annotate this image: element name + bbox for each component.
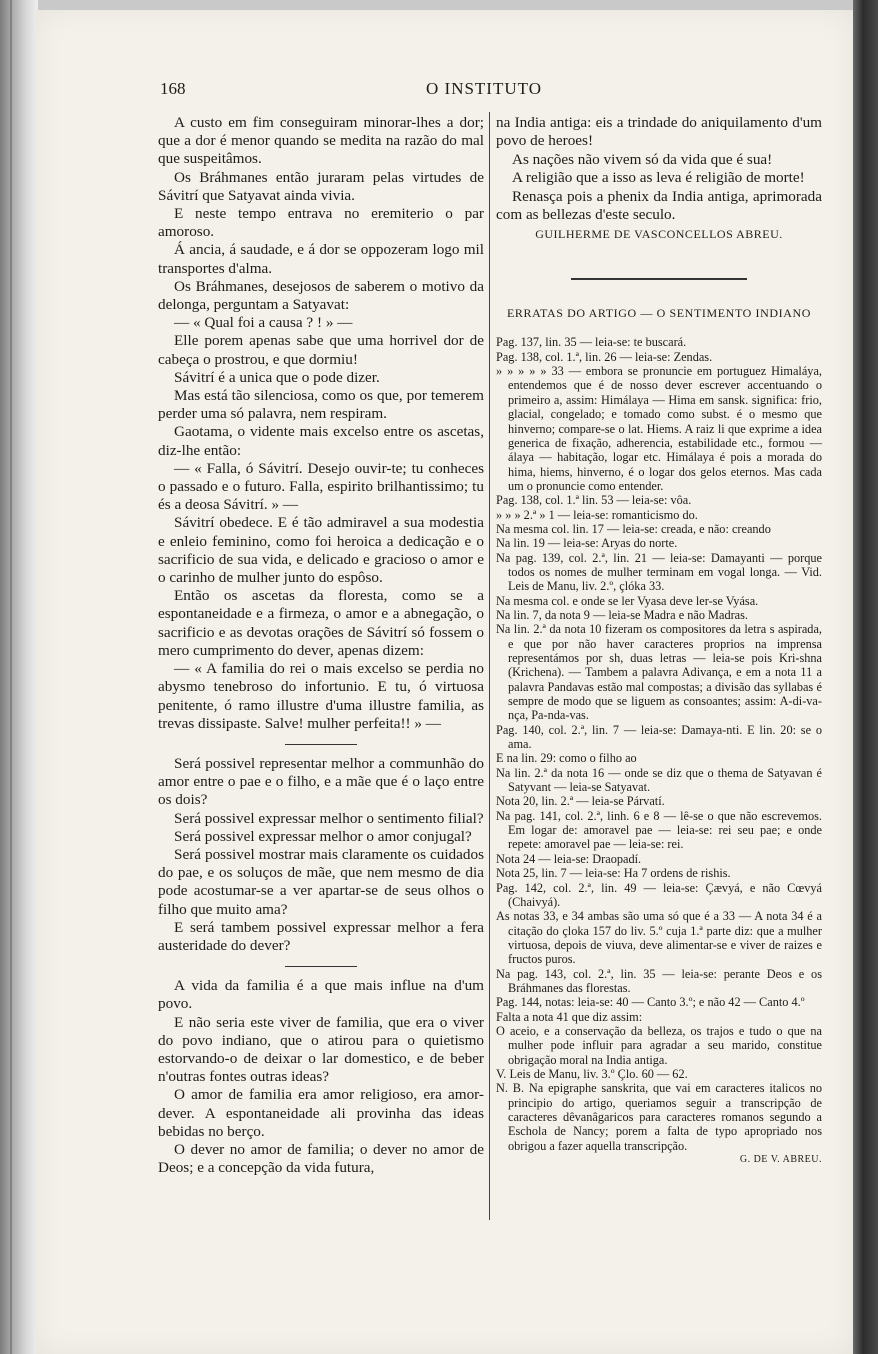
errata-heading: ERRATAS DO ARTIGO — O SENTIMENTO INDIANO — [506, 306, 812, 321]
paragraph: E será tambem possivel expressar melhor a fera austeridade do dever? — [158, 918, 484, 954]
paragraph: Será possivel expressar melhor o sentimento filial? — [174, 809, 484, 827]
paragraph: Sávitrí é a unica que o pode dizer. — [174, 368, 380, 386]
paragraph: Os Bráhmanes, desejosos de saberem o motivo da delonga, perguntam a Satyavat: — [158, 277, 484, 314]
note-41-reference: V. Leis de Manu, liv. 3.º Çlo. 60 — 62. — [496, 1066, 688, 1081]
paragraph: A custo em fim conseguiram minorar-lhes a dor; que a dor é menor quando se medita na razão do mal que suspeitâmos. — [158, 114, 484, 168]
page-number: 168 — [160, 79, 186, 98]
errata-entry: As notas 33, e 34 ambas são uma só que é a 33 — A nota 34 é a citação do çloka 157 do liv. 5.º cuja 1.ª parte diz: que a mulher virtuosa, depois de viuva, deve alimentar-se e viver de raizes e fructos puros. — [496, 909, 822, 967]
paragraph: O dever no amor de familia; o dever no amor de Deos; e a concepção da vida futura, — [158, 1140, 484, 1177]
nota-bene: N. B. Na epigraphe sanskrita, que vai em caracteres italicos no principio do artigo, queriamos seguir a transcripção de caracteres dêvanâgaricos para caracteres romanos segundo a Eschola de Nancy; porem a falta de typo apropriado nos obrigou a fazer aquella transcripção. — [496, 1081, 822, 1153]
errata-entry: Pag. 142, col. 2.ª, lin. 49 — leia-se: Çævyá, e não Cœvyá (Chaivyá). — [496, 880, 822, 909]
paragraph: A religião que a isso as leva é religião de morte! — [512, 169, 805, 187]
errata-entry: Nota 24 — leia-se: Draopadí. — [496, 851, 642, 866]
errata-entry: Pag. 137, lin. 35 — leia-se: te buscará. — [496, 335, 687, 350]
errata-entry: Pag. 138, col. 1.ª, lin. 26 — leia-se: Zendas. — [496, 349, 713, 364]
paragraph: A vida da familia é a que mais influe na d'um povo. — [158, 977, 484, 1013]
paragraph: Renasça pois a phenix da India antiga, aprimorada com as bellezas d'este seculo. — [496, 187, 822, 224]
errata-list — [496, 335, 822, 1167]
paragraph: Então os ascetas da floresta, como se a espontaneidade e a firmeza, o amor e a abnegação, o sacrificio e as devotas orações de Sávitrí só fossem o mero cumprimento do dever, apenas dizem: — [158, 587, 484, 659]
paragraph: E não seria este viver de familia, que era o viver do povo indiano, que o atirou para o quietismo estorvando-o de deixar o lar domestico, e de beber n'outras fontes outras ideas? — [158, 1013, 484, 1086]
right-column — [496, 114, 822, 1167]
errata-signature-row — [496, 1153, 822, 1167]
errata-entry: Pag. 144, notas: leia-se: 40 — Canto 3.º; e não 42 — Canto 4.º — [496, 995, 805, 1010]
left-column — [158, 114, 484, 1177]
errata-entry: Na mesma col. e onde se ler Vyasa deve ler-se Vyása. — [496, 593, 759, 608]
paragraph: Elle porem apenas sabe que uma horrivel dor de cabeça o prostrou, e que dormiu! — [158, 332, 484, 368]
section-divider — [285, 966, 357, 967]
errata-entry: Na mesma col. lin. 17 — leia-se: creada, e não: creando — [496, 521, 771, 536]
paragraph: na India antiga: eis a trindade do aniquilamento d'um povo de heroes! — [496, 114, 822, 150]
column-divider — [489, 112, 490, 1220]
errata-entry: E na lin. 29: como o filho ao — [496, 751, 637, 766]
errata-entry: Na pag. 143, col. 2.ª, lin. 35 — leia-se: perante Deos e os Bráhmanes das florestas. — [496, 966, 822, 995]
paragraph: — « Falla, ó Sávitrí. Desejo ouvir-te; tu conheces o passado e o futuro. Falla, espirito brilhantissimo; tu és a deosa Sávitrí. » — — [158, 459, 484, 514]
errata-entry: Pag. 140, col. 2.ª, lin. 7 — leia-se: Damaya-nti. E lin. 20: se o ama. — [496, 722, 822, 752]
paragraph: Gaotama, o vidente mais excelso entre os ascetas, diz-lhe então: — [158, 423, 484, 459]
errata-entry: Falta a nota 41 que diz assim: — [496, 1009, 643, 1024]
errata-entry: » » » » » 33 — embora se pronuncie em portuguez Himaláya, entendemos que é de nosso dever escrever accentuando o primeiro a, assim: Himálaya — Hima em sansk. significa: frio, glacial, congelado; e tomado como subst. é o mesmo que hinverno; compare-se o lat. Hiems. A raiz li que exprime a idea generica de fixação, adherencia, estabilidade etc., formou — álaya — habitação, logar etc. Himálaya é pois a morada do hima, hiems, hinverno, é o logar dos gelos eternos. Mas cada um o pronuncie como entender. — [496, 364, 822, 493]
errata-entry: Nota 20, lin. 2.ª — leia-se Párvatí. — [496, 794, 665, 809]
paragraph: Mas está tão silenciosa, como os que, por temerem perder uma só palavra, nem respiram. — [158, 387, 484, 423]
paragraph: E neste tempo entrava no eremiterio o par amoroso. — [158, 205, 484, 241]
section-divider — [285, 744, 357, 745]
errata-entry: Nota 25, lin. 7 — leia-se: Ha 7 ordens de rishis. — [496, 866, 731, 881]
errata-entry: Na pag. 141, col. 2.ª, linh. 6 e 8 — lê-se o que não escrevemos. Em logar de: amoravel pae — leia-se: rei seu pae; e onde repete: amoravel pae — leia-se: rei. — [496, 808, 822, 852]
paragraph: Á ancia, á saudade, e á dor se oppozeram logo mil transportes d'alma. — [158, 241, 484, 277]
errata-entry: Na lin. 2.ª da nota 10 fizeram os compositores da letra s aspirada, e que por não haver caracteres proprios na imprensa representámos por sh, duas letras — leia-se pois Kri-shna (Krichena). — Tambem a palavra Adivança, e em a nota 11 a palavra Pandavas estão mal compostas; a divisão das syllabas é sempre de modo que se liguem as consoantes; assim: A-di-va-nça, Pa-nda-vas. — [496, 622, 822, 723]
paragraph: Será possivel mostrar mais claramente os cuidados do pae, e os soluços de mãe, que nem mesmo de dia pode acostumar-se a ver apartar-se de seus olhos o filho que muito ama? — [158, 845, 484, 918]
paragraph: Será possivel representar melhor a communhão do amor entre o pae e o filho, e a mãe que é o laço entre os dois? — [158, 754, 484, 809]
book-binding — [0, 0, 38, 1354]
errata-entry: Pag. 138, col. 1.ª lin. 53 — leia-se: vôa. — [496, 493, 692, 508]
paragraph: Sávitrí obedece. E é tão admiravel a sua modestia e enleio feminino, como foi heroica a dedicação e o sacrificio de sua vida, e delicado e gracioso o amor e o carinho de mulher junto do espôso. — [158, 514, 484, 587]
errata-entry: Na pag. 139, col. 2.ª, lin. 21 — leia-se: Damayanti — porque todos os nomes de mulher terminam em vogal longa. — Vid. Leis de Manu, liv. 2.º, çlóka 33. — [496, 550, 822, 594]
page-header — [160, 79, 816, 103]
errata-entry: Na lin. 19 — leia-se: Aryas do norte. — [496, 536, 678, 551]
paragraph: Será possivel expressar melhor o amor conjugal? — [174, 827, 472, 845]
author-signature: GUILHERME DE VASCONCELLOS ABREU. — [535, 227, 783, 242]
paragraph: — « Qual foi a causa ? ! » — — [174, 314, 353, 332]
page-edge-shadow — [853, 0, 878, 1354]
errata-entry: Na lin. 2.ª da nota 16 — onde se diz que o thema de Satyavan é Satyvant — leia-se Satyavat. — [496, 765, 822, 795]
errata-entry: Na lin. 7, da nota 9 — leia-se Madra e não Madras. — [496, 607, 749, 622]
running-title: O INSTITUTO — [426, 79, 542, 98]
paragraph: — « A familia do rei o mais excelso se perdia no abysmo tenebroso do infortunio. E tu, ó virtuosa penitente, ó ramo illustre d'uma illustre familia, as trevas dissipaste. Salve! mulher perfeita!! » — — [158, 660, 484, 732]
section-rule — [571, 278, 747, 280]
paragraph: As nações não vivem só da vida que é sua! — [512, 150, 773, 168]
note-41-text: O aceio, e a conservação da belleza, os trajos e tudo o que na mulher pode influir para agradar a seu marido, constitue obrigação moral na India antiga. — [496, 1023, 822, 1067]
errata-entry: » » » 2.ª » 1 — leia-se: romanticismo do. — [496, 507, 698, 522]
errata-signature: G. DE V. ABREU. — [739, 1154, 822, 1166]
paragraph: O amor de familia era amor religioso, era amor-dever. A espontaneidade ali provinha das ideas bebidas no berço. — [158, 1086, 484, 1140]
paragraph: Os Bráhmanes então juraram pelas virtudes de Sávitrí que Satyavat ainda vivia. — [158, 168, 484, 204]
